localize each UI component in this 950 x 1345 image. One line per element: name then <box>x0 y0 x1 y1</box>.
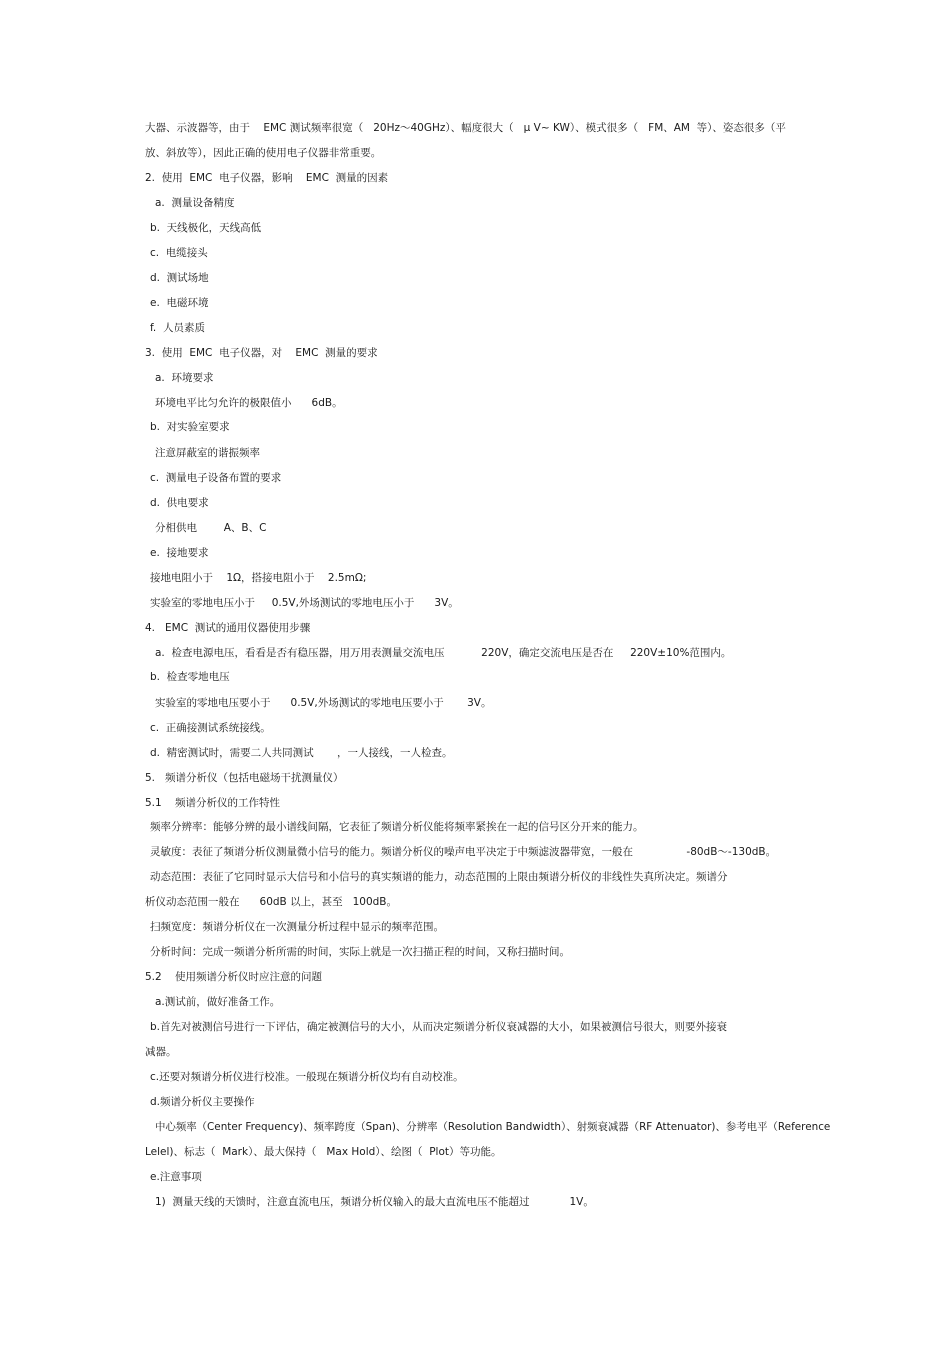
text-line: 分相供电 A、B、C <box>155 522 267 534</box>
text-line: 接地电阻小于 1Ω，搭接电阻小于 2.5mΩ; <box>150 572 367 584</box>
text-line: 环境电平比匀允许的极限值小 6dB。 <box>155 397 343 409</box>
text-line: a. 测量设备精度 <box>155 197 235 209</box>
text-line: 5.1 频谱分析仪的工作特性 <box>145 797 281 809</box>
text-line: 实验室的零地电压要小于 0.5V,外场测试的零地电压要小于 3V。 <box>155 697 492 709</box>
text-line: d. 精密测试时，需要二人共同测试 ，一人接线，一人检查。 <box>150 747 453 759</box>
text-line: d.频谱分析仪主要操作 <box>150 1096 255 1108</box>
text-line: 大器、示波器等，由于 EMC 测试频率很宽（ 20Hz～40GHz）、幅度很大（ μ V~ KW）、模式很多（ FM、AM 等）、姿态很多（平 <box>145 122 786 134</box>
text-line: c. 正确接测试系统接线。 <box>150 722 271 734</box>
text-line: 实验室的零地电压小于 0.5V,外场测试的零地电压小于 3V。 <box>150 597 459 609</box>
text-line: 分析时间：完成一频谱分析所需的时间，实际上就是一次扫描正程的时间，又称扫描时间。 <box>150 946 570 958</box>
text-line: 1) 测量天线的天馈时，注意直流电压，频谱分析仪输入的最大直流电压不能超过 1V。 <box>155 1196 594 1208</box>
text-line: a. 检查电源电压，看看是否有稳压器，用万用表测量交流电压 220V，确定交流电压是否在 220V±10%范围内。 <box>155 647 732 659</box>
text-line: 中心频率（Center Frequency)、频率跨度（Span)、分辨率（Resolution Bandwidth）、射频衰减器（RF Attenuator)、参考电平（Reference <box>155 1121 831 1133</box>
text-line: 扫频宽度：频谱分析仪在一次测量分析过程中显示的频率范围。 <box>150 921 444 933</box>
text-line: Lelel)、标志（ Mark）、最大保持（ Max Hold）、绘图（ Plot）等功能。 <box>145 1146 502 1158</box>
text-line: c. 测量电子设备布置的要求 <box>150 472 282 484</box>
text-line: 4. EMC 测试的通用仪器使用步骤 <box>145 622 311 634</box>
text-line: 析仪动态范围一般在 60dB 以上，甚至 100dB。 <box>145 896 398 908</box>
text-line: 放、斜放等），因此正确的使用电子仪器非常重要。 <box>145 147 382 159</box>
text-line: b.首先对被测信号进行一下评估，确定被测信号的大小，从而决定频谱分析仪衰减器的大小，如果被测信号很大，则要外接衰 <box>150 1021 728 1033</box>
text-line: 3. 使用 EMC 电子仪器，对 EMC 测量的要求 <box>145 347 378 359</box>
text-line: a. 环境要求 <box>155 372 214 384</box>
text-line: e. 接地要求 <box>150 547 209 559</box>
text-line: 动态范围：表征了它同时显示大信号和小信号的真实频谱的能力，动态范围的上限由频谱分析仪的非线性失真所决定。频谱分 <box>150 871 728 883</box>
text-line: 2. 使用 EMC 电子仪器，影响 EMC 测量的因素 <box>145 172 389 184</box>
text-line: d. 供电要求 <box>150 497 209 509</box>
text-line: b. 对实验室要求 <box>150 421 230 433</box>
text-line: 5.2 使用频谱分析仪时应注意的问题 <box>145 971 323 983</box>
text-line: a.测试前，做好准备工作。 <box>155 996 281 1008</box>
text-line: 5. 频谱分析仪（包括电磁场干扰测量仪） <box>145 772 344 784</box>
text-line: 注意屏蔽室的谐振频率 <box>155 447 260 459</box>
text-line: 减器。 <box>145 1046 177 1058</box>
text-line: e. 电磁环境 <box>150 297 209 309</box>
text-line: 灵敏度：表征了频谱分析仪测量微小信号的能力。频谱分析仪的噪声电平决定于中频滤波器带宽，一般在 -80dB～-130dB。 <box>150 846 777 858</box>
text-line: c.还要对频谱分析仪进行校准。一般现在频谱分析仪均有自动校准。 <box>150 1071 464 1083</box>
text-line: 频率分辨率：能够分辨的最小谱线间隔，它表征了频谱分析仪能将频率紧挨在一起的信号区分开来的能力。 <box>150 821 644 833</box>
text-line: c. 电缆接头 <box>150 247 208 259</box>
text-line: e.注意事项 <box>150 1171 202 1183</box>
text-line: f. 人员素质 <box>150 322 205 334</box>
text-line: b. 天线极化，天线高低 <box>150 222 262 234</box>
text-line: d. 测试场地 <box>150 272 209 284</box>
text-line: b. 检查零地电压 <box>150 671 230 683</box>
